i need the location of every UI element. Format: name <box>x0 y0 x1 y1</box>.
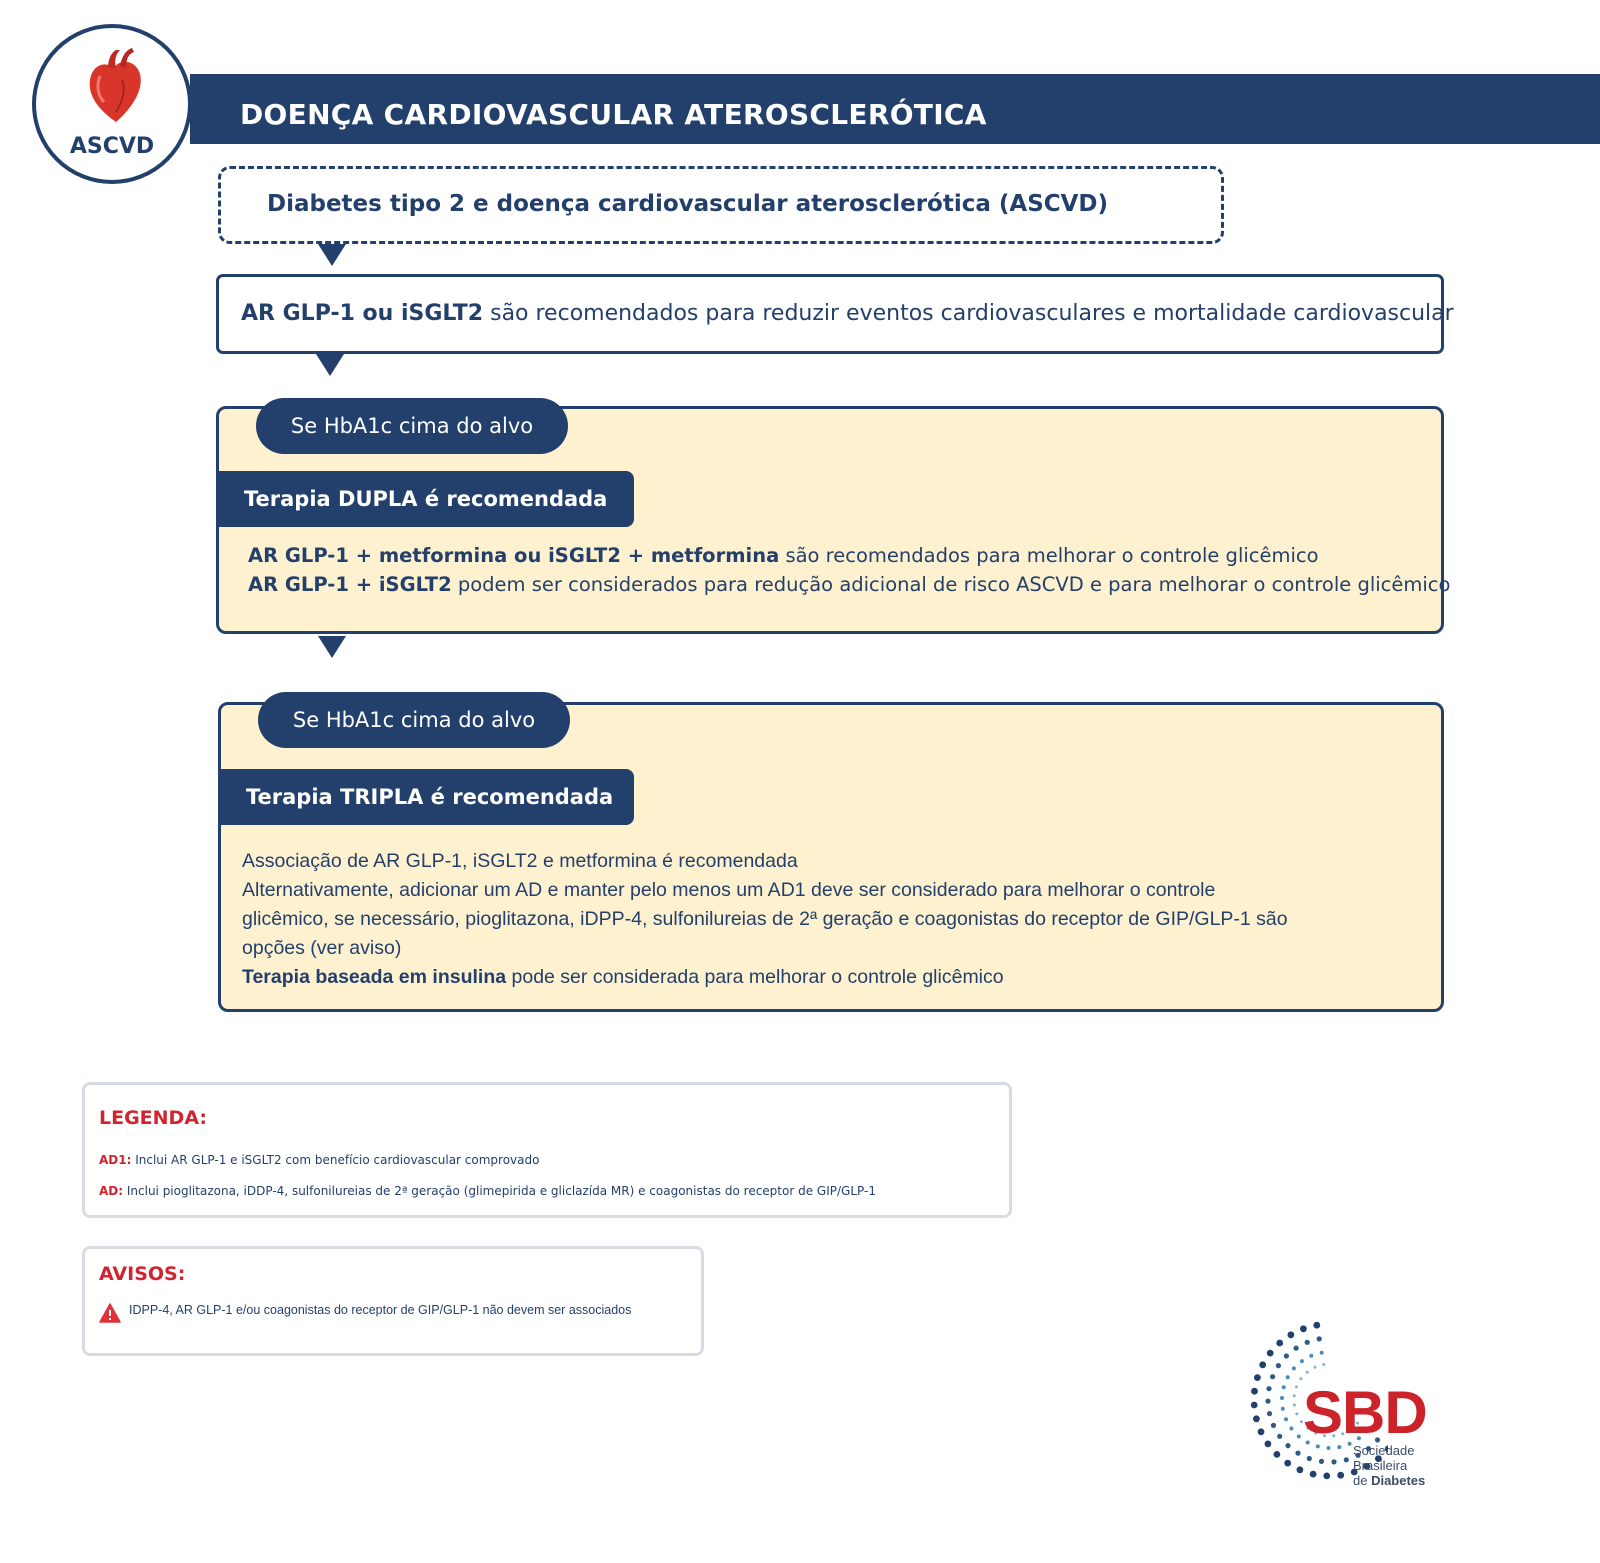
logo-dot <box>1254 1374 1261 1381</box>
dual-line-1-text: são recomendados para melhorar o controle glicêmico <box>779 544 1319 567</box>
dual-line-1 <box>248 541 1319 570</box>
logo-dot <box>1295 1412 1298 1415</box>
notices-title: AVISOS: <box>99 1263 186 1285</box>
logo-dot <box>1288 1331 1295 1338</box>
triple-condition-pill: Se HbA1c cima do alvo <box>258 692 570 748</box>
sbd-logo-line-3 <box>1353 1473 1425 1488</box>
logo-dot <box>1313 1322 1320 1329</box>
triple-title-tab: Terapia TRIPLA é recomendada <box>218 769 634 825</box>
dual-line-2-bold: AR GLP-1 + iSGLT2 <box>248 573 452 596</box>
triple-line-5 <box>242 963 1004 992</box>
logo-dot <box>1331 1459 1336 1464</box>
start-box <box>218 166 1224 244</box>
logo-dot <box>1276 1340 1283 1347</box>
logo-dot <box>1277 1434 1282 1439</box>
logo-dot <box>1295 1385 1298 1388</box>
ascvd-badge <box>32 24 192 184</box>
triple-line-5-bold: Terapia baseada em insulina <box>242 966 507 988</box>
warning-icon <box>99 1303 121 1323</box>
sbd-logo-name <box>1353 1443 1425 1488</box>
logo-dot <box>1265 1441 1272 1448</box>
logo-dot <box>1251 1402 1258 1409</box>
sbd-logo-line-3-prefix: de <box>1353 1473 1372 1488</box>
notice-warning-text: IDPP-4, AR GLP-1 e/ou coagonistas do receptor de GIP/GLP-1 não devem ser associados <box>129 1303 632 1317</box>
logo-dot <box>1317 1336 1322 1341</box>
logo-dot <box>1309 1354 1313 1358</box>
logo-dot <box>1300 1325 1307 1332</box>
logo-dot <box>1320 1351 1324 1355</box>
recommendation-rest: são recomendados para reduzir eventos cardiovasculares e mortalidade cardiovascular <box>483 301 1454 326</box>
logo-dot <box>1285 1443 1290 1448</box>
legend-ad-key: AD: <box>99 1184 124 1198</box>
logo-dot <box>1271 1423 1276 1428</box>
legend-title: LEGENDA: <box>99 1107 207 1129</box>
legend-ad1-key: AD1: <box>99 1153 132 1167</box>
logo-dot <box>1267 1350 1274 1357</box>
triple-line-2: Alternativamente, adicionar um AD e manter pelo menos um AD1 deve ser considerado para melhorar o controle <box>242 879 1216 901</box>
sbd-logo-line-3-bold: Diabetes <box>1371 1473 1426 1488</box>
recommendation-bold: AR GLP-1 ou iSGLT2 <box>241 301 484 326</box>
logo-dot <box>1253 1415 1260 1422</box>
recommendation-box <box>216 274 1454 354</box>
sbd-logo-abbr: SBD <box>1303 1379 1427 1446</box>
notices-box <box>82 1246 704 1356</box>
flow-arrow-3 <box>318 636 346 658</box>
logo-dot <box>1310 1471 1317 1478</box>
logo-dot <box>1293 1404 1296 1407</box>
sbd-logo-line-1: Sociedade <box>1353 1443 1415 1458</box>
dual-title-tab: Terapia DUPLA é recomendada <box>216 471 634 527</box>
logo-dot <box>1270 1374 1275 1379</box>
logo-dot <box>1286 1375 1290 1379</box>
logo-dot <box>1322 1363 1325 1366</box>
dual-condition-pill: Se HbA1c cima do alvo <box>256 398 568 454</box>
logo-dot <box>1289 1427 1293 1431</box>
start-text: Diabetes tipo 2 e doença cardiovascular aterosclerótica (ASCVD) <box>267 191 1109 217</box>
logo-dot <box>1292 1366 1296 1370</box>
triple-line-5-text: pode ser considerada para melhorar o controle glicêmico <box>506 966 1004 988</box>
logo-dot <box>1337 1472 1344 1479</box>
logo-dot <box>1293 1394 1296 1397</box>
logo-dot <box>1305 1340 1310 1345</box>
logo-dot <box>1284 1417 1288 1421</box>
logo-dot <box>1306 1371 1309 1374</box>
logo-dot <box>1323 1473 1330 1480</box>
page-title: DOENÇA CARDIOVASCULAR ATEROSCLERÓTICA <box>240 98 987 131</box>
logo-dot <box>1344 1457 1349 1462</box>
legend-ad-text: Inclui pioglitazona, iDDP-4, sulfonilureias de 2ª geração (glimepirida e gliclazída MR) e coagonistas do receptor de GIP/GLP-1 <box>123 1184 876 1198</box>
logo-dot <box>1314 1366 1317 1369</box>
logo-dot <box>1251 1388 1258 1395</box>
logo-dot <box>1276 1363 1281 1368</box>
badge-label: ASCVD <box>69 134 155 159</box>
triple-line-3: glicêmico, se necessário, pioglitazona, iDPP-4, sulfonilureias de 2ª geração e coagonistas do receptor de GIP/GLP-1 são <box>242 908 1288 930</box>
logo-dot <box>1258 1428 1265 1435</box>
logo-dot <box>1300 1359 1304 1363</box>
legend-ad <box>99 1184 876 1198</box>
legend-ad1-text: Inclui AR GLP-1 e iSGLT2 com benefício cardiovascular comprovado <box>131 1153 540 1167</box>
heart-icon <box>86 46 146 124</box>
logo-dot <box>1265 1399 1270 1404</box>
logo-dot <box>1281 1407 1285 1411</box>
logo-dot <box>1284 1353 1289 1358</box>
flow-arrow-1 <box>318 244 346 266</box>
logo-dot <box>1274 1451 1281 1458</box>
logo-dot <box>1295 1451 1300 1456</box>
logo-dot <box>1299 1377 1302 1380</box>
logo-dot <box>1282 1385 1286 1389</box>
triple-line-4: opções (ver aviso) <box>242 937 402 959</box>
dual-line-2 <box>248 570 1450 599</box>
dual-line-1-bold: AR GLP-1 + metformina ou iSGLT2 + metformina <box>248 544 780 567</box>
legend-ad1 <box>99 1153 539 1167</box>
logo-dot <box>1294 1346 1299 1351</box>
recommendation-text <box>241 301 1454 326</box>
flow-arrow-2 <box>316 354 344 376</box>
sbd-logo-line-2: Brasileira <box>1353 1458 1408 1473</box>
logo-dot <box>1280 1396 1284 1400</box>
logo-dot <box>1319 1459 1324 1464</box>
logo-dot <box>1297 1435 1301 1439</box>
dual-line-2-text: podem ser considerados para redução adicional de risco ASCVD e para melhorar o controle glicêmico <box>451 573 1451 596</box>
triple-line-1: Associação de AR GLP-1, iSGLT2 e metformina é recomendada <box>242 850 798 872</box>
legend-box <box>82 1082 1012 1218</box>
logo-dot <box>1259 1361 1266 1368</box>
logo-dot <box>1307 1456 1312 1461</box>
logo-dot <box>1297 1466 1304 1473</box>
logo-dot <box>1284 1460 1291 1467</box>
logo-dot <box>1267 1411 1272 1416</box>
logo-dot <box>1266 1386 1271 1391</box>
